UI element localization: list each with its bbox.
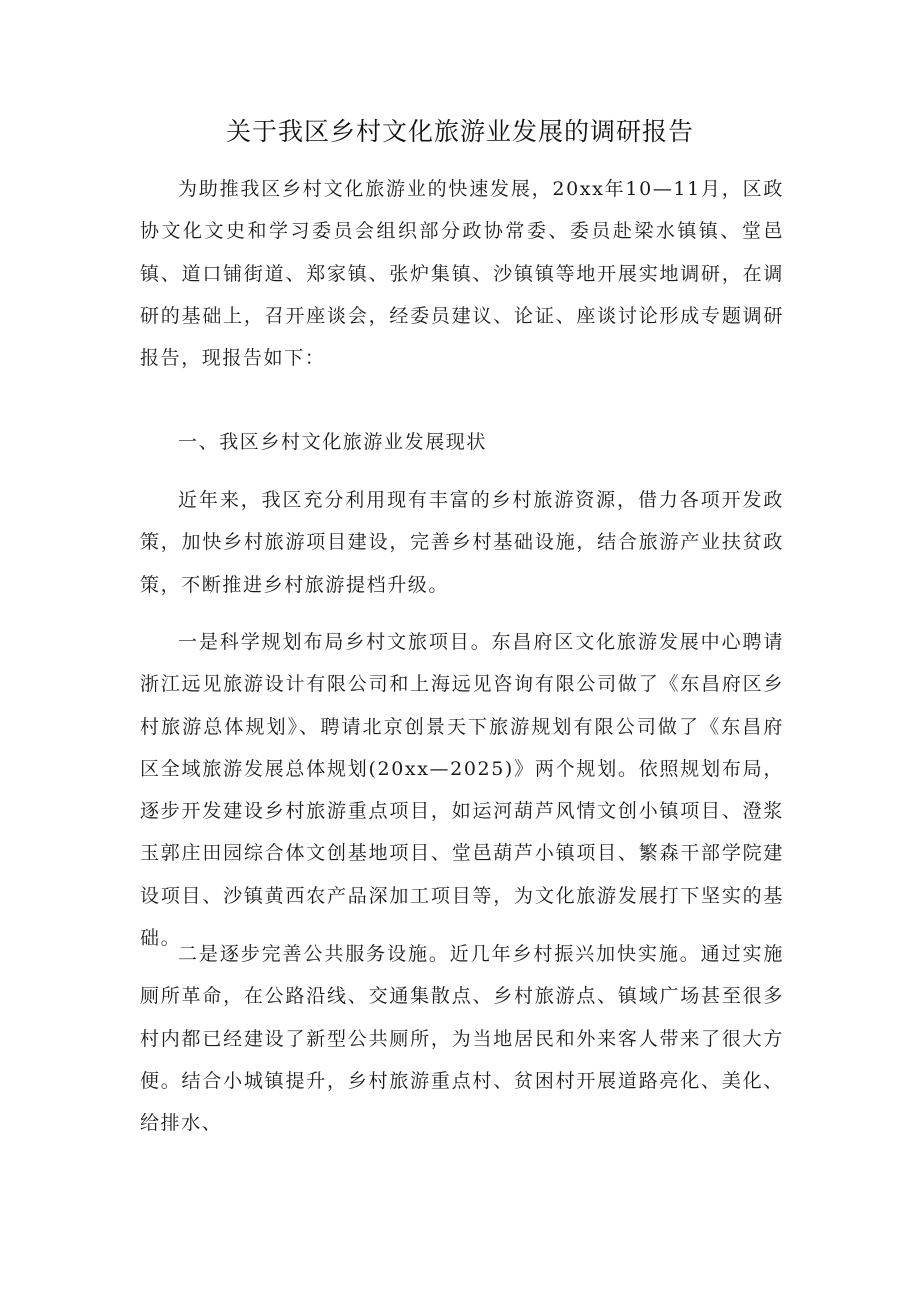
document-title: 关于我区乡村文化旅游业发展的调研报告 xyxy=(225,117,694,146)
paragraph-overview: 近年来，我区充分利用现有丰富的乡村旅游资源，借力各项开发政策，加快乡村旅游项目建设，完善乡村基础设施，结合旅游产业扶贫政策，不断推进乡村旅游提档升级。 xyxy=(140,489,784,596)
paragraph-point-2: 二是逐步完善公共服务设施。近几年乡村振兴加快实施。通过实施厕所革命，在公路沿线、交通集散点、乡村旅游点、镇域广场甚至很多村内都已经建设了新型公共厕所，为当地居民和外来客人带来了很大方便。结合小城镇提升，乡村旅游重点村、贫困村开展道路亮化、美化、给排水、 xyxy=(140,943,784,1135)
paragraph-intro: 为助推我区乡村文化旅游业的快速发展，20xx年10—11月，区政协文化文史和学习委员会组织部分政协常委、委员赴梁水镇镇、堂邑镇、道口铺街道、郑家镇、张炉集镇、沙镇镇等地开展实地调研，在调研的基础上，召开座谈会，经委员建议、论证、座谈讨论形成专题调研报告，现报告如下： xyxy=(140,178,784,370)
section-heading: 一、我区乡村文化旅游业发展现状 xyxy=(178,431,488,453)
paragraph-point-1: 一是科学规划布局乡村文旅项目。东昌府区文化旅游发展中心聘请浙江远见旅游设计有限公司和上海远见咨询有限公司做了《东昌府区乡村旅游总体规划》、聘请北京创景天下旅游规划有限公司做了《东昌府区全域旅游发展总体规划(20xx—2025)》两个规划。依照规划布局，逐步开发建设乡村旅游重点项目，如运河葫芦风情文创小镇项目、澄浆玉郭庄田园综合体文创基地项目、堂邑葫芦小镇项目、繁森干部学院建设项目、沙镇黄西农产品深加工项目等，为文化旅游发展打下坚实的基础。 xyxy=(140,631,784,950)
